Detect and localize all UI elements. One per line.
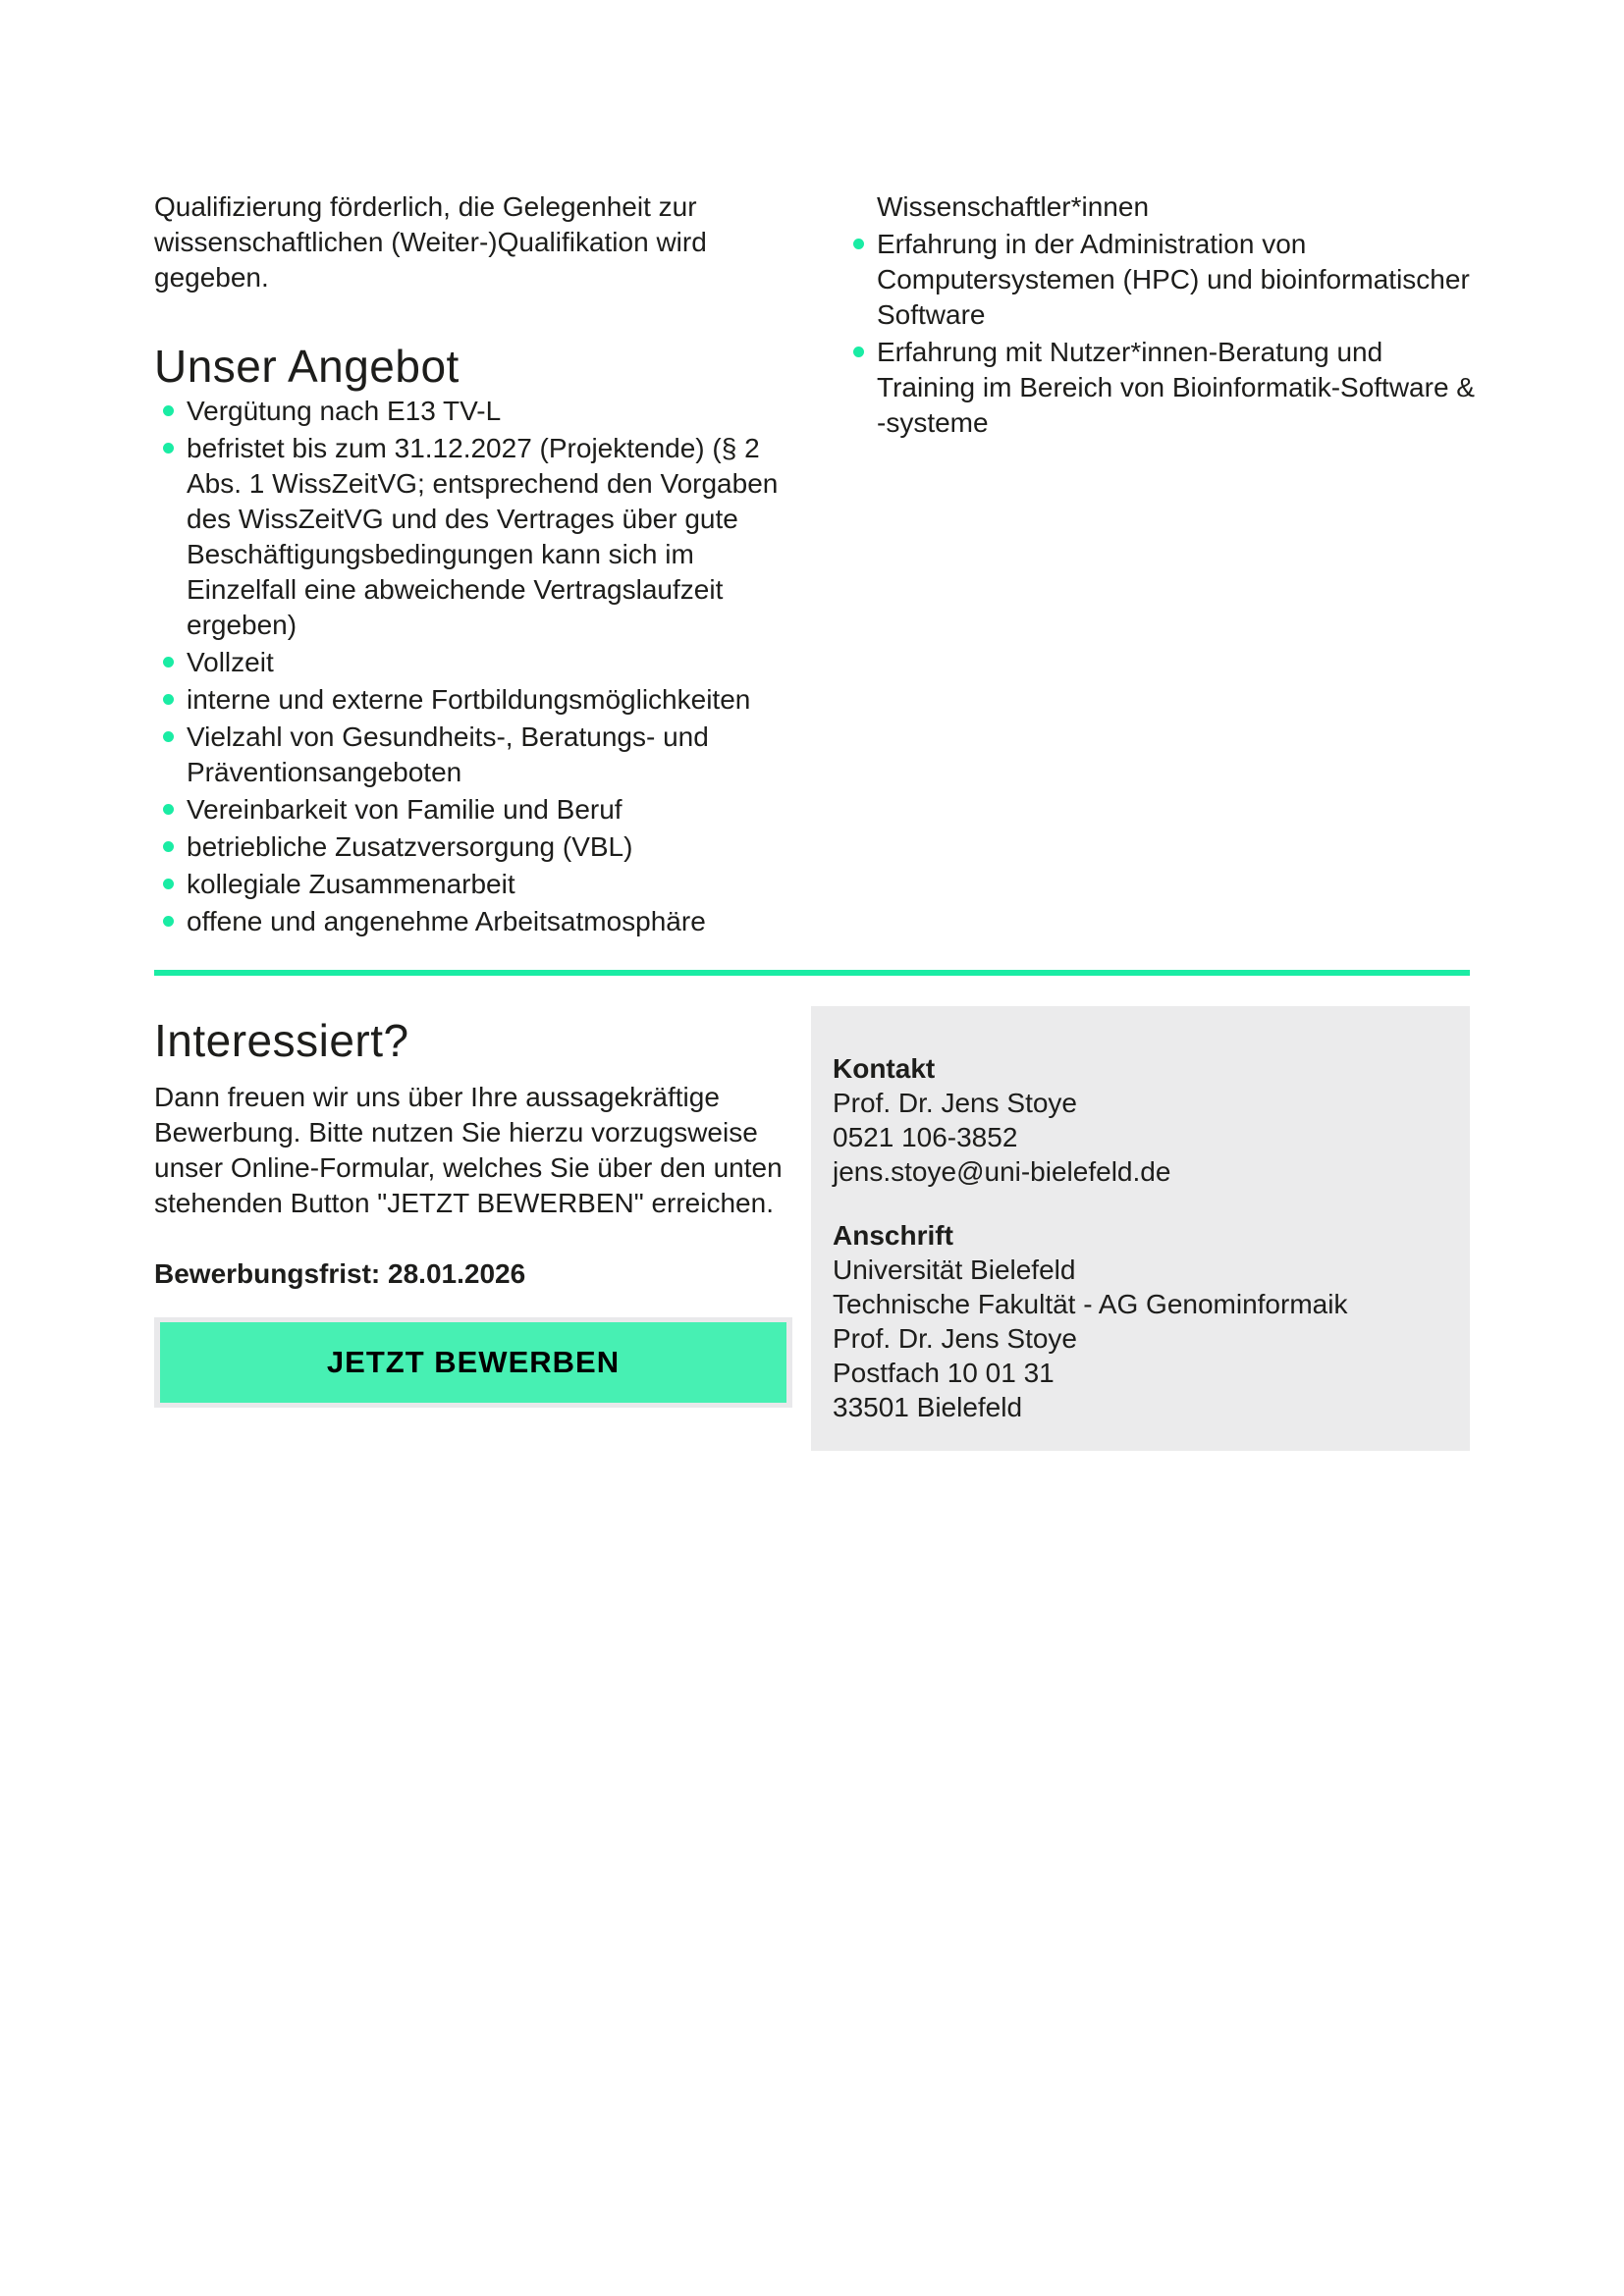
interested-column — [154, 1013, 792, 1408]
offer-item: interne und externe Fortbildungsmöglichkeiten — [154, 682, 790, 718]
requirements-continuation-line: Wissenschaftler*innen — [877, 191, 1150, 222]
address-block — [833, 1218, 1440, 1424]
interested-heading: Interessiert? — [154, 1015, 409, 1066]
offer-item: befristet bis zum 31.12.2027 (Projektende) (§ 2 Abs. 1 WissZeitVG; entsprechend den Vorgaben des WissZeitVG und des Vertrages über gute Beschäftigungsbedingungen kann sich im Einzelfall eine abweichende Vertragslaufzeit ergeben) — [154, 431, 790, 643]
offer-item: kollegiale Zusammenarbeit — [154, 867, 790, 902]
offer-item: betriebliche Zusatzversorgung (VBL) — [154, 829, 790, 865]
requirements-list — [844, 227, 1478, 441]
contact-block — [833, 1051, 1440, 1189]
contact-email: jens.stoye@uni-bielefeld.de — [833, 1156, 1171, 1187]
address-line: Technische Fakultät - AG Genominformaik — [833, 1289, 1348, 1319]
address-heading: Anschrift — [833, 1220, 953, 1251]
contact-phone: 0521 106-3852 — [833, 1122, 1018, 1152]
requirements-column — [844, 189, 1478, 443]
contact-name: Prof. Dr. Jens Stoye — [833, 1088, 1077, 1118]
offer-item: Vereinbarkeit von Familie und Beruf — [154, 792, 790, 828]
address-line: 33501 Bielefeld — [833, 1392, 1023, 1422]
offer-column — [154, 189, 790, 941]
offer-list — [154, 394, 790, 939]
requirement-item: Erfahrung mit Nutzer*innen-Beratung und Training im Bereich von Bioinformatik-Software & -systeme — [844, 335, 1478, 441]
offer-item: Vielzahl von Gesundheits-, Beratungs- und Präventionsangeboten — [154, 720, 790, 790]
section-divider — [154, 970, 1470, 976]
deadline-text: Bewerbungsfrist: 28.01.2026 — [154, 1258, 526, 1289]
apply-button-frame[interactable] — [154, 1317, 792, 1408]
offer-item: offene und angenehme Arbeitsatmosphäre — [154, 904, 790, 939]
contact-panel — [811, 1006, 1470, 1451]
offer-item: Vergütung nach E13 TV-L — [154, 394, 790, 429]
offer-item: Vollzeit — [154, 645, 790, 680]
address-line: Universität Bielefeld — [833, 1255, 1076, 1285]
apply-button[interactable]: JETZT BEWERBEN — [160, 1322, 786, 1403]
address-line: Postfach 10 01 31 — [833, 1358, 1055, 1388]
qualification-paragraph: Qualifizierung förderlich, die Gelegenheit zur wissenschaftlichen (Weiter-)Qualifikation wird gegeben. — [154, 191, 707, 293]
contact-heading: Kontakt — [833, 1053, 936, 1084]
requirement-item: Erfahrung in der Administration von Computersystemen (HPC) und bioinformatischer Software — [844, 227, 1478, 333]
application-paragraph: Dann freuen wir uns über Ihre aussagekräftige Bewerbung. Bitte nutzen Sie hierzu vorzugsweise unser Online-Formular, welches Sie über den unten stehenden Button "JETZT BEWERBEN" erreichen. — [154, 1082, 783, 1218]
address-line: Prof. Dr. Jens Stoye — [833, 1323, 1077, 1354]
offer-heading: Unser Angebot — [154, 341, 460, 392]
